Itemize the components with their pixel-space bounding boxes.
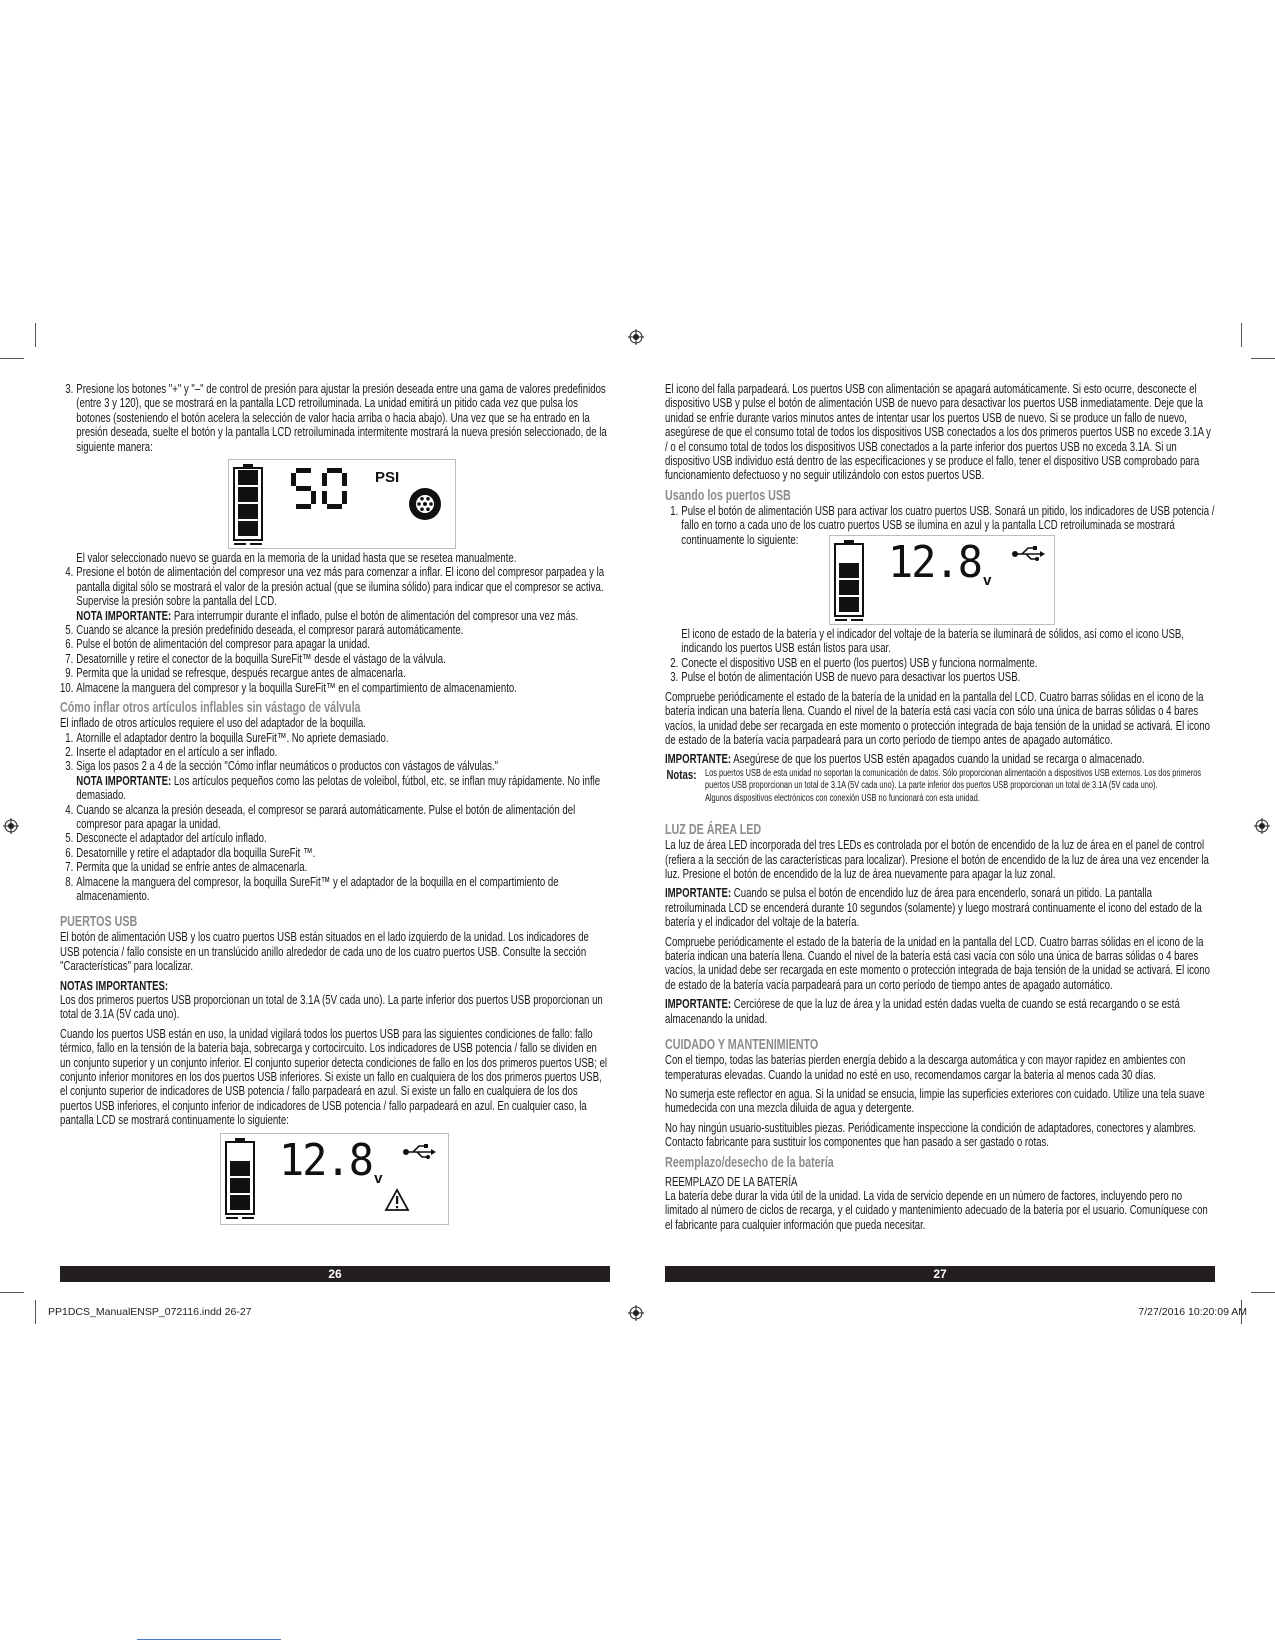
paragraph: Los dos primeros puertos USB proporcionan un total de 3.1A (5V cada uno). La parte inferior dos puertos USB proporcionan un total de 3.1A (5V cada uno). — [60, 992, 603, 1022]
list-item: 7. Permita que la unidad se enfríe antes de almacenarla. — [65, 859, 308, 875]
list-item: 5. Desconecte el adaptador del artículo inflado. — [65, 830, 267, 846]
lcd-segment — [291, 473, 296, 486]
paragraph: Compruebe periódicamente el estado de la batería de la unidad en la pantalla del LCD. Cuatro barras sólidas en el icono de la batería indican una batería llena. Cuando el nivel de la batería está casi vacía con sólo una única de barras sólidas o 4 bares vacíos, la unidad debe ser recargada en este momento o protección integrada de baja tensión de la unidad se activará. El icono de estado de la batería vacía parpadeará para un corto período de tiempo antes de apagado automático. — [665, 688, 1210, 747]
page-26-column — [60, 382, 610, 1225]
subheading: REEMPLAZO DE LA BATERÍA — [665, 1173, 798, 1189]
page-27-column — [665, 382, 1215, 1232]
volt-unit-label: v — [374, 1169, 383, 1187]
crop-mark — [0, 1292, 24, 1293]
paragraph: El icono del falla parpadeará. Los puertos USB con alimentación se apagará automáticamente. Si esto ocurre, desconecte el dispositivo USB y pulse el botón de alimentación USB de nuevo para desactivar los puertos USB inmediatamente. Deje que la unidad se enfríe durante varios minutos antes de intentar usar los puertos USB de nuevo. Si se produce un fallo de nuevo, asegúrese de que el consumo total de todos los dispositivos USB conectados a los dos primeros puertos USB no excede 3.1A y / o el consumo total de todos los dispositivos USB conectados a la parte inferior dos puertos USB no exceda 3.1A. Si un dispositivo USB individuo está dentro de las especificaciones y se produce el fallo, tener el dispositivo USB comprobado para funcionamiento defectuoso y no seguir utilizándolo con estos puertos USB. — [665, 381, 1211, 483]
list-item: 6. Pulse el botón de alimentación del compresor para apagar la unidad. — [65, 636, 370, 652]
paragraph: La batería debe durar la vida útil de la unidad. La vida de servicio depende en un número de factores, incluyendo pero no limitado al número de ciclos de recarga, y el cuidado y mantenimiento adecuado de la batería por el usuario. Comuníquese con el fabricante para cualquier información que pueda necesitar. — [665, 1187, 1208, 1232]
lcd-display-psi — [228, 459, 456, 549]
notes-label: NOTAS IMPORTANTES: — [60, 977, 169, 993]
list-item: 2. Conecte el dispositivo USB en el puerto (los puertos) USB y funciona normalmente. — [670, 654, 1038, 670]
psi-unit-label: PSI — [375, 469, 400, 487]
important-note: IMPORTANTE: Asegúrese de que los puertos USB estén apagados cuando la unidad se recarga o almacenado. — [665, 751, 1145, 767]
battery-bar — [230, 1161, 250, 1176]
paragraph: El botón de alimentación USB y los cuatro puertos USB están situados en el lado izquierdo de la unidad. Los indicadores de USB potencia / fallo consiste en un translúcido anillo alrededor de cada uno de los cuatro puertos USB. Consulte la sección "Características" para localizar. — [60, 929, 589, 974]
lcd-segment — [342, 491, 347, 504]
battery-bar — [839, 580, 859, 595]
crop-mark — [1251, 358, 1275, 359]
lcd-segment — [342, 473, 347, 486]
page-number-bar: 27 — [665, 1266, 1215, 1282]
list-item: 6. Desatornille y retire el adaptador dla boquilla SureFit ™. — [65, 844, 316, 860]
paragraph: El inflado de otros artículos requiere el uso del adaptador de la boquilla. — [60, 715, 366, 731]
lcd-voltage-value: 12.8 — [279, 1134, 373, 1186]
lcd-segment — [296, 486, 311, 491]
battery-icon — [226, 1138, 254, 1218]
lcd-display-usb-fault — [220, 1133, 449, 1225]
lcd-segment — [322, 491, 327, 504]
crop-mark — [1251, 1292, 1275, 1293]
lcd-voltage-value: 12.8 — [888, 537, 982, 589]
list-item: 8. Almacene la manguera del compresor, la boquilla SureFit™ y el adaptador de la boquilla en el compartimiento de almacenamiento. — [65, 873, 559, 903]
paragraph: El valor seleccionado nuevo se guarda en la memoria de la unidad hasta que se resetea manualmente. — [76, 550, 517, 566]
paragraph: Cuando los puertos USB están en uso, la unidad vigilará todos los puertos USB para las siguientes condiciones de fallo: fallo térmico, fallo en la tensión de la batería baja, sobrecarga y cortocircuito. Los indicadores de USB potencia / fallo se dividen en un conjunto superior y un conjunto inferior. El conjunto superior detecta condiciones de fallo en los dos primeros puertos USB; el conjunto inferior monitores en los dos puertos USB inferiores. Si existe un fallo en cualquiera de los dos primeros puertos USB, el conjunto superior de indicadores de USB potencia / fallo parpadeará en azul. Si existe un fallo en cualquiera de los dos puertos USB inferiores, el conjunto inferior de indicadores de USB potencia / fallo parpadeará en azul. En cualquier caso, la pantalla LCD se mostrará continuamente lo siguiente: — [60, 1025, 608, 1128]
paragraph: La luz de área LED incorporada del tres LEDs es controlada por el botón de encendido de la luz de área en el panel de control (refiera a la sección de las características para localizar). Presione el botón de encendido de la luz de área una vez encender la luz. Presione el botón de encendido de la luz de área nuevamente para apagar la luz zonal. — [665, 837, 1209, 882]
registration-mark-icon — [1254, 818, 1270, 834]
usb-icon — [1012, 546, 1045, 561]
battery-bar — [238, 521, 258, 536]
battery-icon — [835, 540, 863, 620]
registration-mark-icon — [628, 1305, 644, 1321]
list-item: 4. Cuando se alcanza la presión deseada, el compresor se parará automáticamente. Pulse el botón de alimentación del compresor para apagar la unidad. — [65, 801, 576, 831]
lcd-segment — [296, 468, 311, 473]
crop-mark — [35, 323, 36, 347]
crop-mark — [1241, 323, 1242, 347]
blue-rule — [137, 1639, 281, 1640]
tire-icon — [409, 488, 441, 520]
lcd-display-usb — [829, 535, 1055, 625]
list-item: 7. Desatornille y retire el conector de la boquilla SureFit™ desde el vástago de la válvula. — [65, 650, 446, 666]
battery-bar — [839, 597, 859, 612]
list-item: 3. Presione los botones "+" y "–" de control de presión para ajustar la presión deseada entre una gama de valores predefinidos (entre 3 y 120), que se mostrará en la pantalla LCD retroiluminada. La unidad emitirá un pitido cada vez que pulsa los botones (sosteniendo el botón acelera la selección de valor hacia arriba o hacia abajo). Una vez que se ha entrado en la presión deseada, suelte el botón y la pantalla LCD retroiluminada intermitente mostrará la nueva presión seleccionado, de la siguiente manera: — [65, 381, 607, 454]
registration-mark-icon — [3, 818, 19, 834]
lcd-digit — [322, 468, 347, 509]
lcd-segment — [311, 491, 316, 504]
list-item: 9. Permita que la unidad se refresque, después recargue antes de almacenarla. — [65, 665, 406, 681]
battery-icon — [234, 464, 262, 544]
section-heading: Cómo inflar otros artículos inflables sin vástago de válvula — [60, 700, 361, 717]
list-item: 1. Atornille el adaptador dentro la boquilla SureFit™. No apriete demasiado. — [65, 729, 389, 745]
paragraph: Con el tiempo, todas las baterías pierden energía debido a la descarga automática y con mayor rapidez en ambientes con temperaturas elevadas. Cuando la unidad no esté en uso, recomendamos cargar la batería al menos cada 30 días. — [665, 1052, 1186, 1082]
battery-bar — [238, 504, 258, 519]
paragraph: Compruebe periódicamente el estado de la batería de la unidad en la pantalla del LCD. Cuatro barras sólidas en el icono de la batería indican una batería llena. Cuando el nivel de la batería está casi vacía con sólo una única de barras sólidas o 4 bares vacíos, la unidad debe ser recargada en este momento o protección integrada de baja tensión de la unidad se activará. El icono de estado de la batería vacía parpadeará para un corto período de tiempo antes de apagado automático. — [665, 933, 1210, 992]
list-item: 1. Pulse el botón de alimentación USB para activar los cuatro puertos USB. Sonará un pitido, los indicadores de USB potencia / fallo en torno a cada uno de los cuatro puertos USB se ilumina en azul y la pantalla LCD retroiluminada se mostrará continuamente lo siguiente: — [670, 502, 1215, 547]
list-item: 3. Pulse el botón de alimentación USB de nuevo para desactivar los puertos USB. — [670, 669, 1021, 685]
paragraph: No sumerja este reflector en agua. Si la unidad se ensucia, limpie las superficies exteriores con cuidado. Utilize una tela suave humedecida con una mezcla diluida de agua y detergente. — [665, 1085, 1205, 1116]
battery-bar — [230, 1195, 250, 1210]
lcd-segment — [327, 468, 342, 473]
notes-block: Notas: Los puertos USB de esta unidad no soportan la comunicación de datos. Sólo proporcionan alimentación a dispositivos USB externos. Los dos primeros puertos USB proporcionan un total de 3.1A (5V cada uno). La parte inferior dos puertos USB proporcionan un total de 3.1A (5V cada uno). Algunos dispositivos electrónicos con conexión USB no funcionará con esta unidad. — [666, 766, 1202, 804]
battery-bar — [230, 1178, 250, 1193]
list-item: 5. Cuando se alcance la presión predefinido deseada, el compresor parará automáticamente. — [65, 622, 464, 638]
list-item: 4. Presione el botón de alimentación del compresor una vez más para comenzar a inflar. El icono del compresor parpadea y la pantalla digital sólo se mostrará el valor de la presión actual (que se ilumina sólido) para indicar que el compresor se activa. Supervise la presión sobre la pantalla del LCD. NOTA IMPORTANTE: Para interrumpir durante el inflado, pulse el botón de alimentación del compresor una vez más. — [65, 564, 605, 623]
page-number-bar: 26 — [60, 1266, 610, 1282]
lcd-segment — [296, 504, 311, 509]
list-item: 10. Almacene la manguera del compresor y la boquilla SureFit™ en el compartimiento de almacenamiento. — [60, 679, 517, 695]
lcd-segment — [322, 473, 327, 486]
list-item: 3. Siga los pasos 2 a 4 de la sección "Cómo inflar neumáticos o productos con vástagos de válvulas." NOTA IMPORTANTE: Los artículos pequeños como las pelotas de voleibol, fútbol, etc. se inflan muy rápidamente. No infle demasiado. — [65, 758, 601, 803]
file-slug: PP1DCS_ManualENSP_072116.indd 26-27 — [48, 1306, 252, 1318]
battery-bar — [238, 487, 258, 502]
battery-bar — [238, 470, 258, 485]
important-note: IMPORTANTE: Cerciórese de que la luz de área y la unidad estén dadas vuelta de cuando se está recargando o se está almacenando la unidad. — [665, 996, 1180, 1026]
section-heading: Reemplazo/desecho de la batería — [665, 1154, 834, 1171]
important-note: IMPORTANTE: Cuando se pulsa el botón de encendido luz de área para encenderlo, sonará un pitido. La pantalla retroiluminada LCD se encenderá durante 10 segundos (solamente) y luego mostrará continuamente el icono del estado de la batería y el indicador del voltaje de la batería. — [665, 885, 1202, 930]
section-heading: PUERTOS USB — [60, 914, 138, 931]
battery-bar — [839, 563, 859, 578]
timestamp-slug: 7/27/2016 10:20:09 AM — [1138, 1306, 1247, 1318]
crop-mark — [0, 358, 24, 359]
section-heading: CUIDADO Y MANTENIMIENTO — [665, 1037, 819, 1054]
section-heading: Usando los puertos USB — [665, 487, 791, 504]
section-heading: LUZ DE ÁREA LED — [665, 822, 762, 839]
list-item: 2. Inserte el adaptador en el artículo a ser inflado. — [65, 743, 278, 759]
paragraph: El icono de estado de la batería y el indicador del voltaje de la batería se iluminará de sólidos, así como el icono USB, indicando los puertos USB están listos para usar. — [681, 626, 1184, 656]
lcd-segment — [327, 504, 342, 509]
warning-icon — [386, 1190, 408, 1210]
usb-icon — [403, 1144, 436, 1159]
volt-unit-label: v — [983, 572, 992, 590]
paragraph: No hay ningún usuario-sustituibles piezas. Periódicamente inspeccione la condición de adaptadores, conectores y alambres. Contacto fabricante para sustituir los componentes que han pasado a ser gastado o rotas. — [665, 1119, 1197, 1150]
crop-mark — [35, 1300, 36, 1324]
registration-mark-icon — [628, 329, 644, 345]
lcd-digit — [291, 468, 316, 509]
